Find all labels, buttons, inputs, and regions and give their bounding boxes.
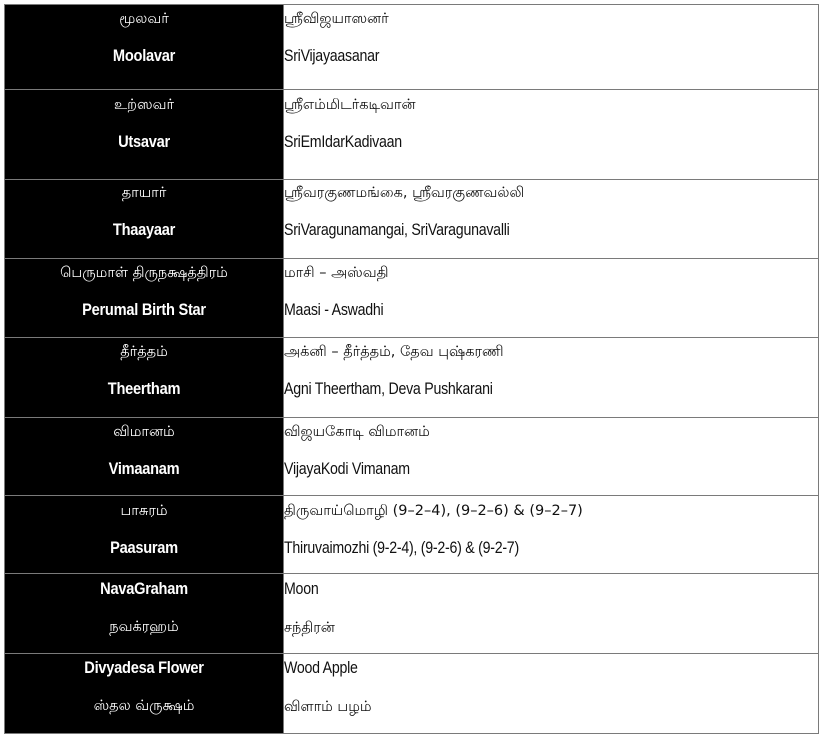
- value-cell-moolavar: [284, 5, 819, 90]
- label-tamil: ஸ்தல வ்ருக்ஷம்: [93, 698, 195, 714]
- label-cell-utsavar: [5, 90, 284, 180]
- temple-info-sheet: [4, 4, 819, 737]
- value-cell-paasuram: [284, 496, 819, 574]
- value-cell-theertham: [284, 338, 819, 418]
- value-cell-utsavar: [284, 90, 819, 180]
- value-tamil: அக்னி – தீர்த்தம், தேவ புஷ்கரணி: [284, 344, 504, 360]
- table-row: [5, 338, 819, 418]
- label-tamil: பெருமாள் திருநக்ஷத்திரம்: [60, 265, 228, 281]
- label-english: Divyadesa Flower: [84, 658, 204, 677]
- label-cell-paasuram: [5, 496, 284, 574]
- label-tamil: பாசுரம்: [120, 503, 168, 519]
- label-cell-navagraham: [5, 574, 284, 654]
- value-english: Agni Theertham, Deva Pushkarani: [284, 380, 493, 398]
- label-english: Perumal Birth Star: [82, 300, 206, 319]
- label-tamil: விமானம்: [113, 424, 175, 440]
- value-cell-vimaanam: [284, 418, 819, 496]
- label-tamil: தாயார்: [121, 185, 167, 201]
- label-cell-birth-star: [5, 259, 284, 338]
- value-english: VijayaKodi Vimanam: [284, 460, 410, 478]
- value-english: Wood Apple: [284, 659, 358, 677]
- value-tamil: சந்திரன்: [284, 620, 335, 636]
- value-tamil: ஸ்ரீவிஜயாஸனர்: [284, 11, 389, 27]
- table-row: [5, 90, 819, 180]
- table-row: [5, 496, 819, 574]
- table-row: [5, 259, 819, 338]
- label-tamil: உற்ஸவர்: [113, 97, 175, 113]
- label-cell-thaayaar: [5, 180, 284, 259]
- label-cell-moolavar: [5, 5, 284, 90]
- value-tamil: மாசி – அஸ்வதி: [284, 265, 389, 281]
- label-english: Vimaanam: [108, 459, 180, 478]
- label-english: NavaGraham: [100, 579, 188, 598]
- value-english: Moon: [284, 580, 319, 598]
- value-english: Thiruvaimozhi (9-2-4), (9-2-6) & (9-2-7): [284, 539, 519, 557]
- value-tamil: விஜயகோடி விமானம்: [284, 424, 430, 440]
- value-tamil: ஸ்ரீவரகுணமங்கை, ஸ்ரீவரகுணவல்லி: [284, 185, 525, 201]
- label-english: Utsavar: [118, 132, 170, 151]
- table-row: [5, 654, 819, 734]
- table-row: [5, 5, 819, 90]
- table-row: [5, 180, 819, 259]
- value-tamil: திருவாய்மொழி (9–2–4), (9–2–6) & (9–2–7): [284, 503, 583, 519]
- value-cell-birth-star: [284, 259, 819, 338]
- value-tamil: விளாம் பழம்: [284, 699, 372, 715]
- value-english: SriEmIdarKadivaan: [284, 133, 402, 151]
- label-english: Moolavar: [112, 46, 176, 65]
- label-english: Thaayaar: [112, 220, 176, 239]
- value-cell-thaayaar: [284, 180, 819, 259]
- value-cell-navagraham: [284, 574, 819, 654]
- temple-info-table: [4, 4, 819, 734]
- label-cell-theertham: [5, 338, 284, 418]
- label-tamil: தீர்த்தம்: [120, 344, 168, 360]
- label-tamil: நவக்ரஹம்: [109, 619, 179, 635]
- value-cell-divyadesa-flower: [284, 654, 819, 734]
- value-english: SriVijayaasanar: [284, 47, 380, 65]
- table-row: [5, 418, 819, 496]
- label-english: Paasuram: [110, 538, 178, 557]
- table-row: [5, 574, 819, 654]
- label-cell-vimaanam: [5, 418, 284, 496]
- label-tamil: மூலவர்: [119, 11, 169, 27]
- value-english: SriVaragunamangai, SriVaragunavalli: [284, 221, 510, 239]
- label-cell-divyadesa-flower: [5, 654, 284, 734]
- value-english: Maasi - Aswadhi: [284, 301, 384, 319]
- value-tamil: ஸ்ரீஎம்மிடர்கடிவான்: [284, 97, 416, 113]
- label-english: Theertham: [107, 379, 181, 398]
